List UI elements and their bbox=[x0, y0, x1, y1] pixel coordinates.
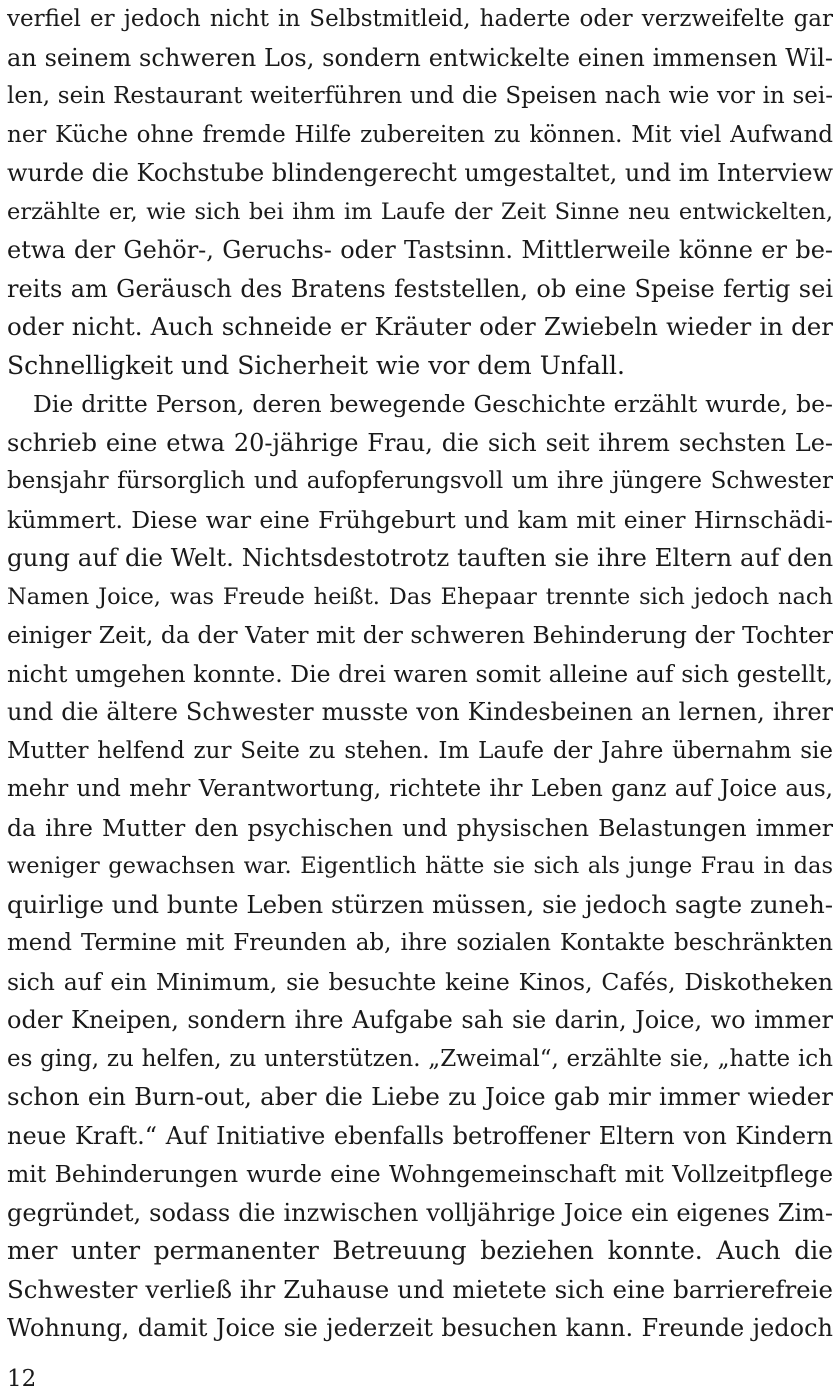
text-line: wurde die Kochstube blindengerecht umgestaltet, und im Interview bbox=[7, 159, 833, 187]
page-number: 12 bbox=[7, 1366, 37, 1392]
paragraph bbox=[7, 0, 833, 385]
text-line: erzählte er, wie sich bei ihm im Laufe der Zeit Sinne neu entwickelten, bbox=[7, 198, 833, 225]
text-line: gegründet, sodass die inzwischen volljährige Joice ein eigenes Zim- bbox=[7, 1198, 833, 1227]
text-line: oder Kneipen, sondern ihre Aufgabe sah sie darin, Joice, wo immer bbox=[7, 1006, 833, 1034]
text-line: ner Küche ohne fremde Hilfe zubereiten zu können. Mit viel Aufwand bbox=[7, 121, 833, 148]
text-line: reits am Geräusch des Bratens feststellen, ob eine Speise fertig sei bbox=[7, 274, 833, 303]
text-line: und die ältere Schwester musste von Kindesbeinen an lernen, ihrer bbox=[7, 698, 833, 726]
text-line: nicht umgehen konnte. Die drei waren somit alleine auf sich gestellt, bbox=[7, 659, 833, 688]
text-line: Schwester verließ ihr Zuhause und mietete sich eine barrierefreie bbox=[7, 1274, 833, 1304]
text-line: Schnelligkeit und Sicherheit wie vor dem Unfall. bbox=[7, 350, 625, 380]
body-text bbox=[7, 0, 833, 1348]
paragraph bbox=[7, 385, 833, 1348]
text-line: mend Termine mit Freunden ab, ihre sozialen Kontakte beschränkten bbox=[7, 930, 833, 956]
text-line: mehr und mehr Verantwortung, richtete ihr Leben ganz auf Joice aus, bbox=[7, 776, 833, 802]
text-line: bensjahr fürsorglich und aufopferungsvoll um ihre jüngere Schwester bbox=[7, 468, 833, 494]
text-line: len, sein Restaurant weiterführen und die Speisen nach wie vor in sei- bbox=[7, 83, 833, 109]
text-line: Wohnung, damit Joice sie jederzeit besuchen kann. Freunde jedoch bbox=[7, 1314, 833, 1342]
text-line: sich auf ein Minimum, sie besuchte keine Kinos, Cafés, Diskotheken bbox=[7, 967, 833, 996]
text-line: verfiel er jedoch nicht in Selbstmitleid, haderte oder verzweifelte gar bbox=[7, 6, 833, 32]
text-line: es ging, zu helfen, zu unterstützen. „Zweimal“, erzählte sie, „hatte ich bbox=[7, 1045, 833, 1072]
text-line: schrieb eine etwa 20-jährige Frau, die sich seit ihrem sechsten Le- bbox=[7, 428, 833, 457]
text-line: Die dritte Person, deren bewegende Geschichte erzählt wurde, be- bbox=[33, 390, 833, 418]
text-line: mit Behinderungen wurde eine Wohngemeinschaft mit Vollzeitpflege bbox=[7, 1160, 833, 1188]
text-line: Namen Joice, was Freude heißt. Das Ehepaar trennte sich jedoch nach bbox=[7, 583, 833, 610]
text-line: einiger Zeit, da der Vater mit der schweren Behinderung der Tochter bbox=[7, 621, 833, 649]
text-line: quirlige und bunte Leben stürzen müssen, sie jedoch sagte zuneh- bbox=[7, 889, 833, 919]
text-line: oder nicht. Auch schneide er Kräuter oder Zwiebeln wieder in der bbox=[7, 312, 833, 341]
text-line: da ihre Mutter den psychischen und physischen Belastungen immer bbox=[7, 813, 833, 842]
text-line: neue Kraft.“ Auf Initiative ebenfalls betroffener Eltern von Kindern bbox=[7, 1121, 833, 1150]
text-line: kümmert. Diese war eine Frühgeburt und kam mit einer Hirnschädi- bbox=[7, 505, 833, 534]
text-line: weniger gewachsen war. Eigentlich hätte sie sich als junge Frau in das bbox=[7, 853, 833, 879]
text-line: gung auf die Welt. Nichtsdestotrotz tauften sie ihre Eltern auf den bbox=[7, 543, 833, 572]
text-line: schon ein Burn-out, aber die Liebe zu Joice gab mir immer wieder bbox=[7, 1082, 833, 1111]
text-line: an seinem schweren Los, sondern entwickelte einen immensen Wil- bbox=[7, 43, 833, 72]
text-line: mer unter permanenter Betreuung beziehen konnte. Auch die bbox=[7, 1236, 833, 1265]
text-line: Mutter helfend zur Seite zu stehen. Im Laufe der Jahre übernahm sie bbox=[7, 737, 833, 764]
text-line: etwa der Gehör-, Geruchs- oder Tastsinn. Mittlerweile könne er be- bbox=[7, 236, 833, 264]
